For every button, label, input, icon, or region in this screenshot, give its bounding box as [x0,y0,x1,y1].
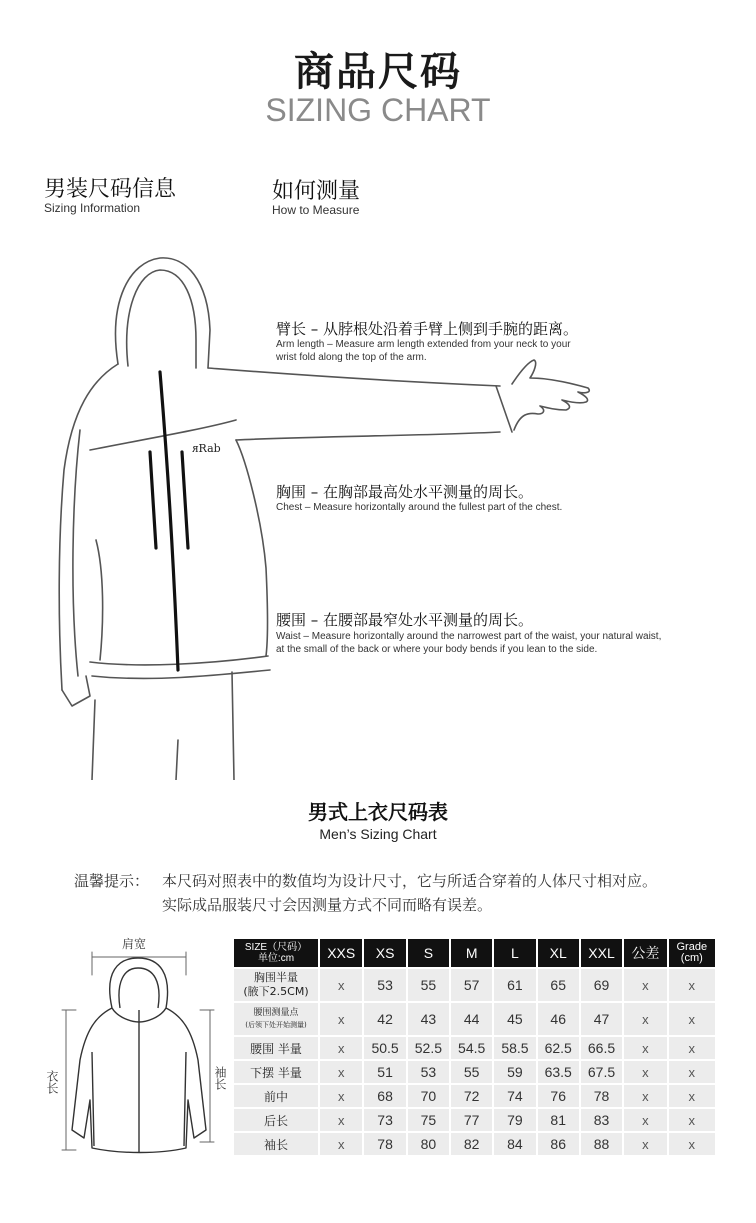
waist-desc-1: Waist – Measure horizontally around the narrowest part of the waist, your natural waist, [276,631,662,642]
table-cell: 77 [451,1109,492,1131]
table-cell: 78 [364,1133,405,1155]
row-label: 腰围测量点 (后领下处开始测量) [234,1003,318,1035]
chest-title: 胸围 – 在胸部最高处水平测量的周长。 [276,483,534,501]
table-row [234,1037,715,1059]
header-grade [669,939,715,967]
header-grade-label: Grade [676,941,708,953]
header-unit-label: 单位:cm [257,953,295,964]
table-cell: 53 [408,1061,449,1083]
chart-subtitle: Men’s Sizing Chart [319,826,437,842]
table-row [234,969,715,1001]
table-cell: 86 [538,1133,579,1155]
table-cell: 82 [451,1133,492,1155]
header-size: XS [364,939,405,967]
table-cell: 51 [364,1061,405,1083]
table-cell: 69 [581,969,622,1001]
table-cell: 74 [494,1085,535,1107]
table-cell: 43 [408,1003,449,1035]
table-cell: 63.5 [538,1061,579,1083]
header-size: M [451,939,492,967]
table-cell: x [669,1037,715,1059]
table-cell: x [669,1133,715,1155]
page-subtitle: SIZING CHART [265,92,491,128]
table-cell: 47 [581,1003,622,1035]
table-row [234,1133,715,1155]
page-title: 商品尺码 [294,49,462,95]
body-length-label: 衣长 [45,1070,59,1094]
table-cell: 72 [451,1085,492,1107]
table-cell: 57 [451,969,492,1001]
row-label: 腰围 半量 [234,1037,318,1059]
table-cell: x [624,1037,666,1059]
table-cell: 67.5 [581,1061,622,1083]
table-cell: x [320,1109,362,1131]
waist-desc-2: at the small of the back or where your body bends if you lean to the side. [276,644,598,655]
row-label: 胸围半量 (腋下2.5CM) [234,969,318,1001]
row-label: 后长 [234,1109,318,1131]
table-cell: 53 [364,969,405,1001]
table-cell: x [669,1003,715,1035]
row-label: 袖长 [234,1133,318,1155]
how-to-measure-subheading: How to Measure [272,203,360,217]
sizing-info-heading: 男装尺码信息 [44,177,177,202]
table-cell: 66.5 [581,1037,622,1059]
table-cell: 61 [494,969,535,1001]
table-row [234,1109,715,1131]
table-row [234,1061,715,1083]
table-cell: 68 [364,1085,405,1107]
table-cell: 50.5 [364,1037,405,1059]
table-cell: x [320,1037,362,1059]
table-cell: 55 [408,969,449,1001]
sizing-info-subheading: Sizing Information [44,201,141,215]
arm-length-desc-2: wrist fold along the top of the arm. [276,352,427,363]
table-cell: 62.5 [538,1037,579,1059]
table-cell: 78 [581,1085,622,1107]
table-cell: x [624,969,666,1001]
sleeve-length-label: 袖长 [213,1066,227,1090]
tip-label: 温馨提示： [74,872,150,890]
table-cell: 55 [451,1061,492,1083]
table-cell: x [624,1061,666,1083]
table-cell: 88 [581,1133,622,1155]
table-cell: 42 [364,1003,405,1035]
table-cell: x [669,1085,715,1107]
header-grade-unit: (cm) [680,952,703,964]
header-size-unit [234,939,318,967]
table-cell: 70 [408,1085,449,1107]
chest-desc: Chest – Measure horizontally around the fullest part of the chest. [276,502,563,513]
table-cell: 76 [538,1085,579,1107]
table-cell: 44 [451,1003,492,1035]
table-cell: 73 [364,1109,405,1131]
brand-logo: ᴙRab [192,442,221,455]
how-to-measure-heading: 如何测量 [272,179,361,204]
table-cell: x [624,1109,666,1131]
header-tolerance: 公差 [624,939,666,967]
table-cell: x [624,1085,666,1107]
table-cell: x [624,1003,666,1035]
jacket-diagram [40,935,230,1160]
table-cell: 81 [538,1109,579,1131]
chart-title: 男式上衣尺码表 [308,800,448,824]
table-cell: 52.5 [408,1037,449,1059]
waist-title: 腰围 – 在腰部最窄处水平测量的周长。 [276,611,534,629]
size-table [232,937,717,1157]
row-label: 下摆 半量 [234,1061,318,1083]
table-row [234,1003,715,1035]
table-cell: 79 [494,1109,535,1131]
table-cell: x [624,1133,666,1155]
header-size: XXS [320,939,362,967]
table-cell: 46 [538,1003,579,1035]
table-cell: x [669,1061,715,1083]
table-cell: 45 [494,1003,535,1035]
table-cell: 54.5 [451,1037,492,1059]
table-cell: x [320,1133,362,1155]
table-cell: x [320,1061,362,1083]
arm-length-desc-1: Arm length – Measure arm length extended from your neck to your [276,339,571,350]
table-cell: 59 [494,1061,535,1083]
table-header-row [234,939,715,967]
table-cell: x [320,1003,362,1035]
table-cell: 75 [408,1109,449,1131]
table-cell: 80 [408,1133,449,1155]
table-cell: 58.5 [494,1037,535,1059]
table-cell: 83 [581,1109,622,1131]
table-row [234,1085,715,1107]
arm-length-title: 臂长 – 从脖根处沿着手臂上侧到手腕的距离。 [276,320,579,338]
header-size-label: SIZE（尺码） [244,942,308,953]
table-cell: 84 [494,1133,535,1155]
row-label: 前中 [234,1085,318,1107]
table-cell: x [320,969,362,1001]
header-size: XXL [581,939,622,967]
tip-line-2: 实际成品服装尺寸会因测量方式不同而略有误差。 [162,896,493,914]
table-cell: x [669,969,715,1001]
table-cell: x [669,1109,715,1131]
table-cell: 65 [538,969,579,1001]
header-size: S [408,939,449,967]
shoulder-width-label: 肩宽 [122,937,147,951]
header-size: L [494,939,535,967]
header-size: XL [538,939,579,967]
tip-line-1: 本尺码对照表中的数值均为设计尺寸，它与所适合穿着的人体尺寸相对应。 [162,872,658,890]
table-cell: x [320,1085,362,1107]
